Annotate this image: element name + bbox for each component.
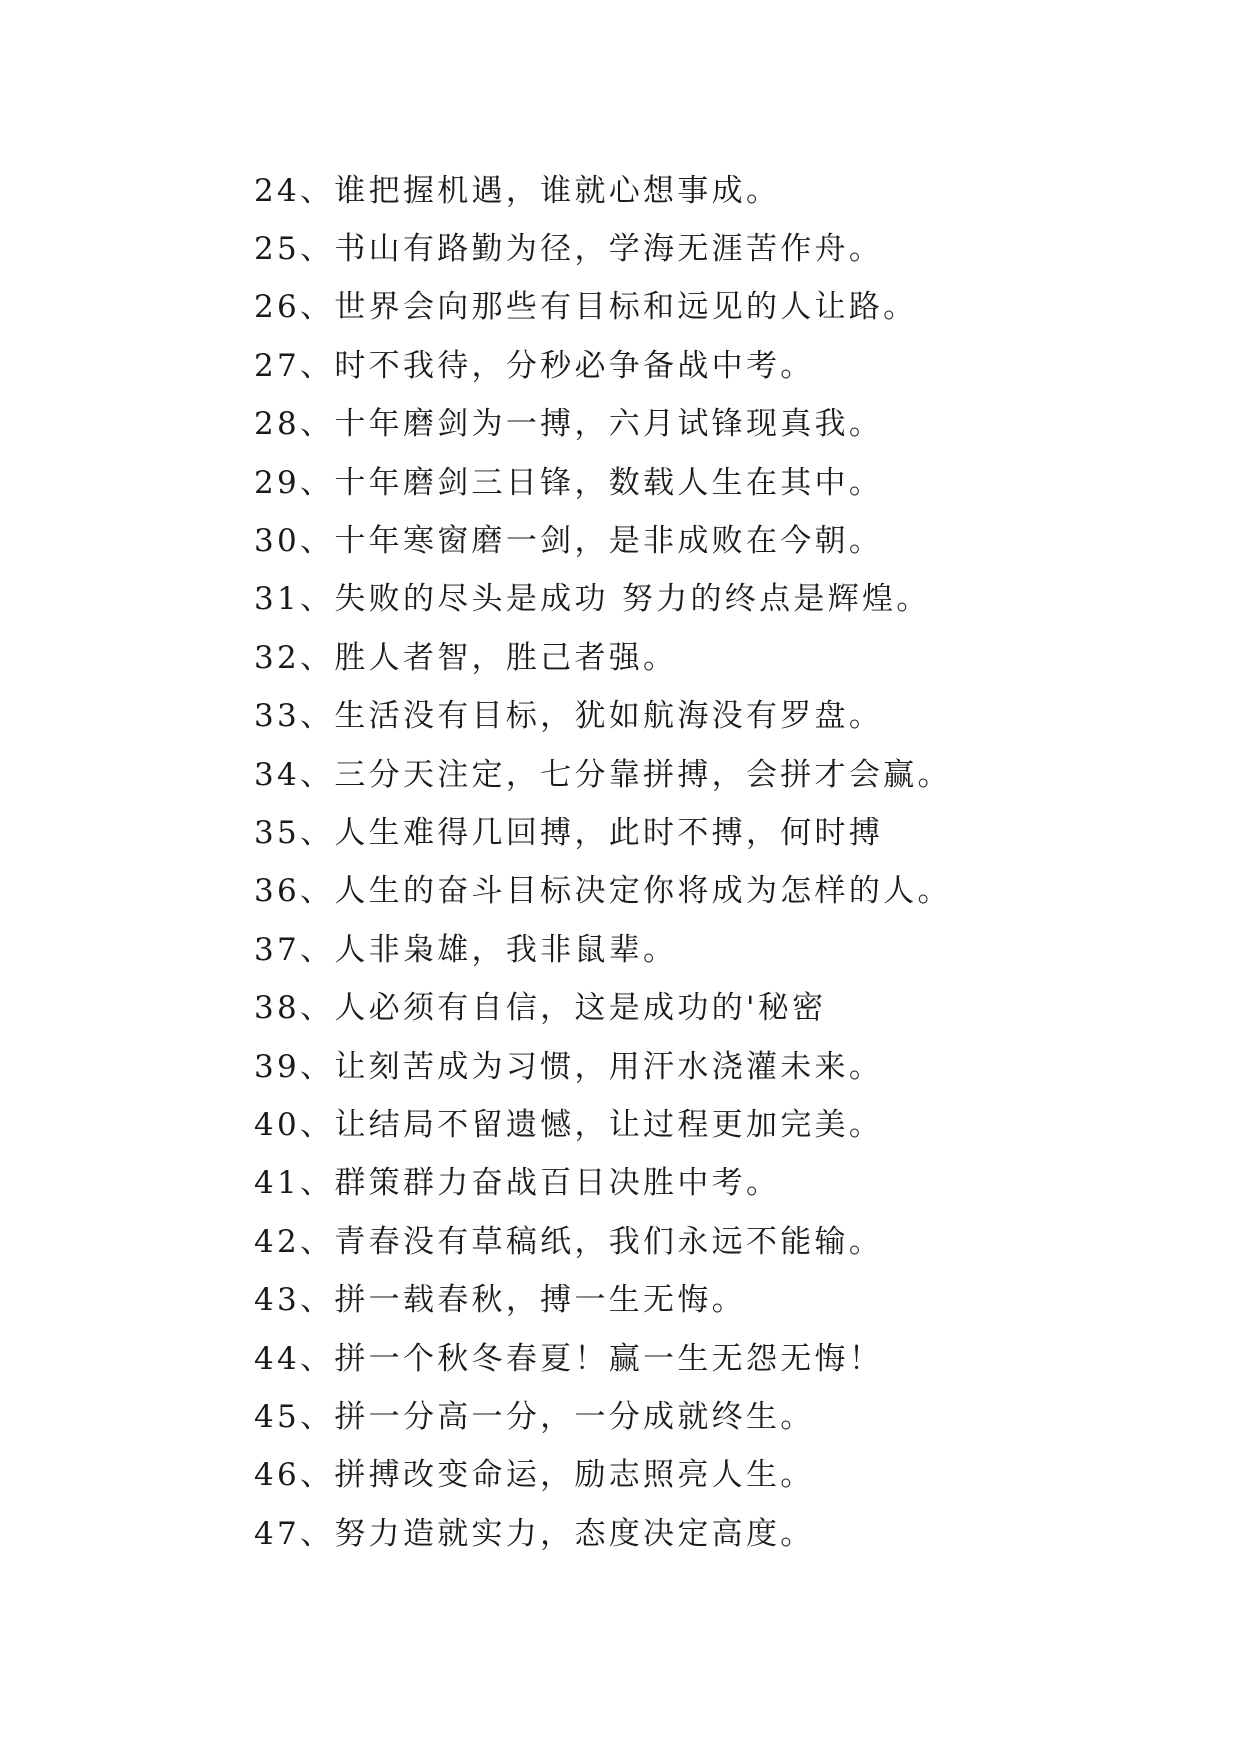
quote-line-27: 27、时不我待，分秒必争备战中考。 [254,347,815,384]
quote-line-26: 26、世界会向那些有目标和远见的人让路。 [254,289,918,326]
quote-line-47: 47、努力造就实力，态度决定高度。 [254,1515,815,1552]
quote-line-46: 46、拼搏改变命运，励志照亮人生。 [254,1457,815,1494]
quote-line-45: 45、拼一分高一分，一分成就终生。 [254,1398,815,1435]
quote-line-24: 24、谁把握机遇，谁就心想事成。 [254,172,781,209]
quote-line-35: 35、人生难得几回搏，此时不搏，何时搏 [254,814,884,851]
quote-line-42: 42、青春没有草稿纸，我们永远不能输。 [254,1223,884,1260]
quote-line-38: 38、人必须有自信，这是成功的'秘密 [254,990,827,1027]
quote-line-33: 33、生活没有目标，犹如航海没有罗盘。 [254,698,884,735]
quote-line-31: 31、失败的尽头是成功 努力的终点是辉煌。 [254,581,931,618]
quote-line-34: 34、三分天注定，七分靠拼搏，会拼才会赢。 [254,756,952,793]
quote-line-29: 29、十年磨剑三日锋，数载人生在其中。 [254,464,884,501]
quote-line-30: 30、十年寒窗磨一剑，是非成败在今朝。 [254,523,884,560]
quote-line-32: 32、胜人者智，胜己者强。 [254,639,678,676]
quote-line-43: 43、拼一载春秋，搏一生无悔。 [254,1282,746,1319]
quote-line-28: 28、十年磨剑为一搏，六月试锋现真我。 [254,406,884,443]
quote-line-40: 40、让结局不留遗憾，让过程更加完美。 [254,1106,884,1143]
quote-line-41: 41、群策群力奋战百日决胜中考。 [254,1165,781,1202]
quote-line-25: 25、书山有路勤为径，学海无涯苦作舟。 [254,231,884,268]
quote-line-36: 36、人生的奋斗目标决定你将成为怎样的人。 [254,873,952,910]
quote-line-44: 44、拼一个秋冬春夏！赢一生无怨无悔！ [254,1340,884,1377]
quote-line-39: 39、让刻苦成为习惯，用汗水浇灌未来。 [254,1048,884,1085]
quote-list [254,158,1214,1559]
quote-line-37: 37、人非枭雄，我非鼠辈。 [254,931,678,968]
